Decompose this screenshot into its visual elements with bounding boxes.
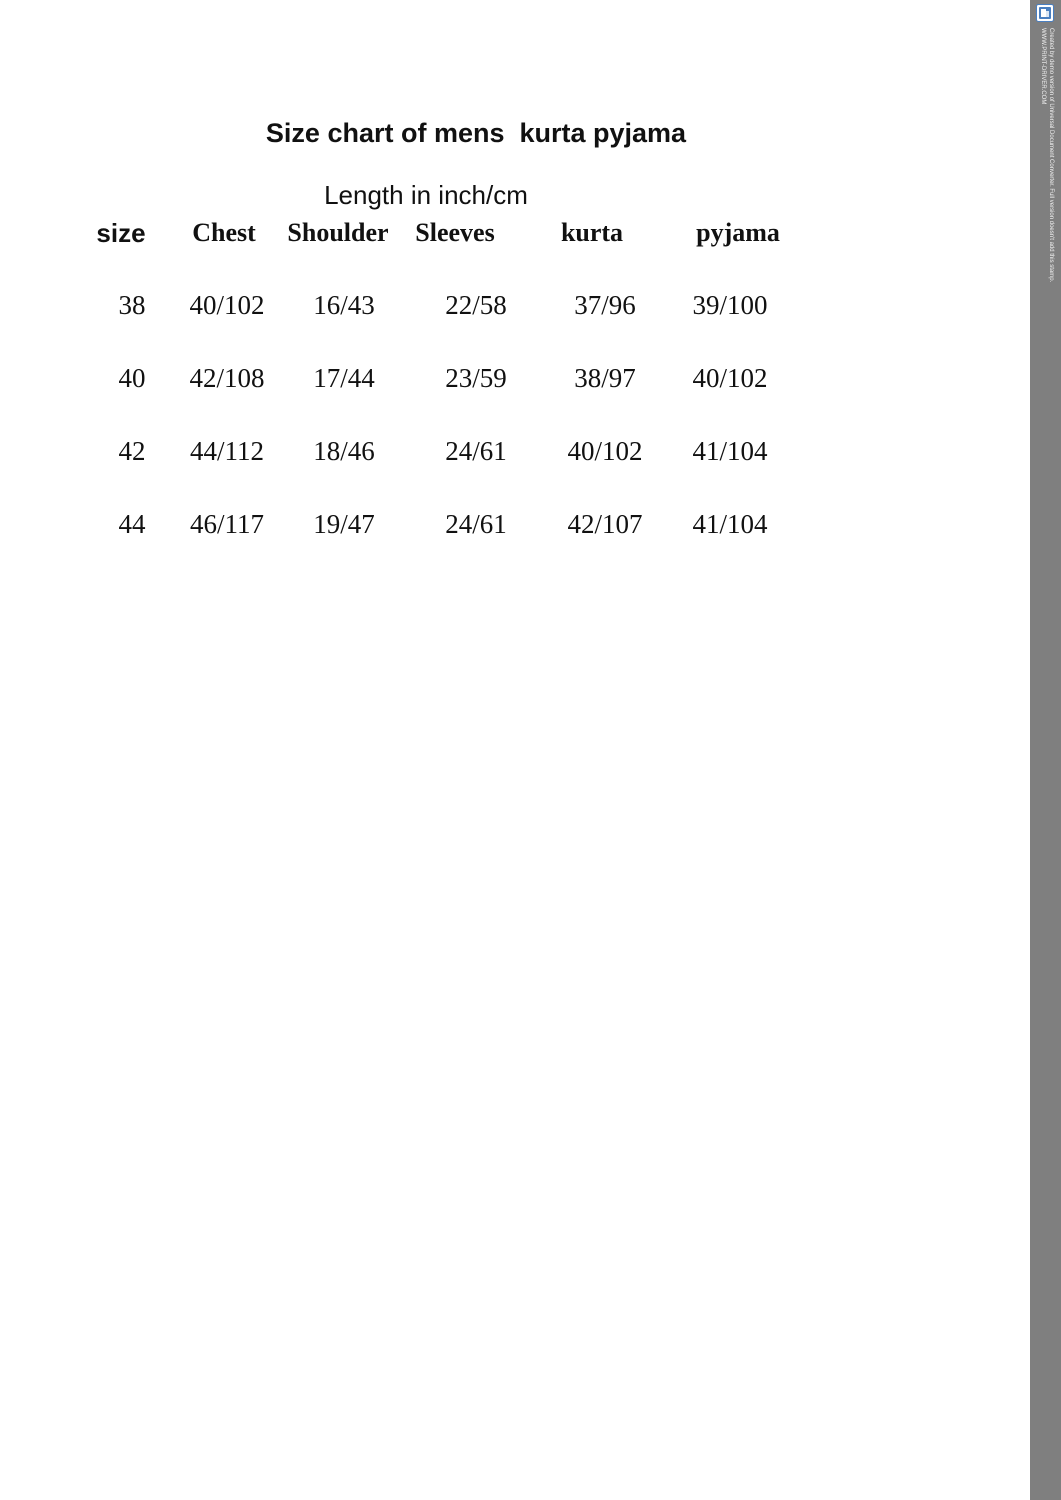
- column-header-size: size: [96, 218, 146, 248]
- table-cell: 40/102: [567, 436, 643, 466]
- column-header-chest: Chest: [192, 218, 256, 247]
- document-converter-logo-icon: [1036, 4, 1054, 22]
- table-cell: 16/43: [313, 290, 375, 320]
- table-cell: 40/102: [692, 363, 768, 393]
- table-cell: 37/96: [574, 290, 636, 320]
- table-cell: 42/108: [189, 363, 265, 393]
- table-cell: 38/97: [574, 363, 636, 393]
- table-cell: 22/58: [445, 290, 507, 320]
- table-cell: 19/47: [313, 509, 375, 539]
- table-cell: 41/104: [692, 436, 768, 466]
- table-cell: 42/107: [567, 509, 643, 539]
- column-header-pyjama: pyjama: [696, 218, 780, 247]
- table-cell: 42: [118, 436, 146, 466]
- table-cell: 41/104: [692, 509, 768, 539]
- page-title: Size chart of mens kurta pyjama: [265, 118, 687, 148]
- length-unit-subtitle: Length in inch/cm: [324, 180, 528, 210]
- table-cell: 23/59: [445, 363, 507, 393]
- table-cell: 39/100: [692, 290, 768, 320]
- table-cell: 40/102: [189, 290, 265, 320]
- table-cell: 24/61: [445, 436, 507, 466]
- table-cell: 24/61: [445, 509, 507, 539]
- stamp-line-1: Created by demo version of Universal Document Converter. Full version doesn't add this stamp.: [1048, 28, 1054, 283]
- table-cell: 38: [118, 290, 146, 320]
- table-cell: 40: [118, 363, 146, 393]
- column-header-kurta: kurta: [560, 218, 624, 247]
- column-header-sleeves: Sleeves: [415, 218, 495, 247]
- table-cell: 18/46: [313, 436, 375, 466]
- table-cell: 17/44: [313, 363, 375, 393]
- column-header-shoulder: Shoulder: [287, 218, 389, 247]
- table-cell: 46/117: [190, 509, 264, 539]
- table-cell: 44/112: [190, 436, 264, 466]
- stamp-line-2: WWW.PRINT-DRIVER.COM: [1040, 28, 1046, 105]
- table-cell: 44: [118, 509, 146, 539]
- converter-stamp-text: [1037, 28, 1055, 373]
